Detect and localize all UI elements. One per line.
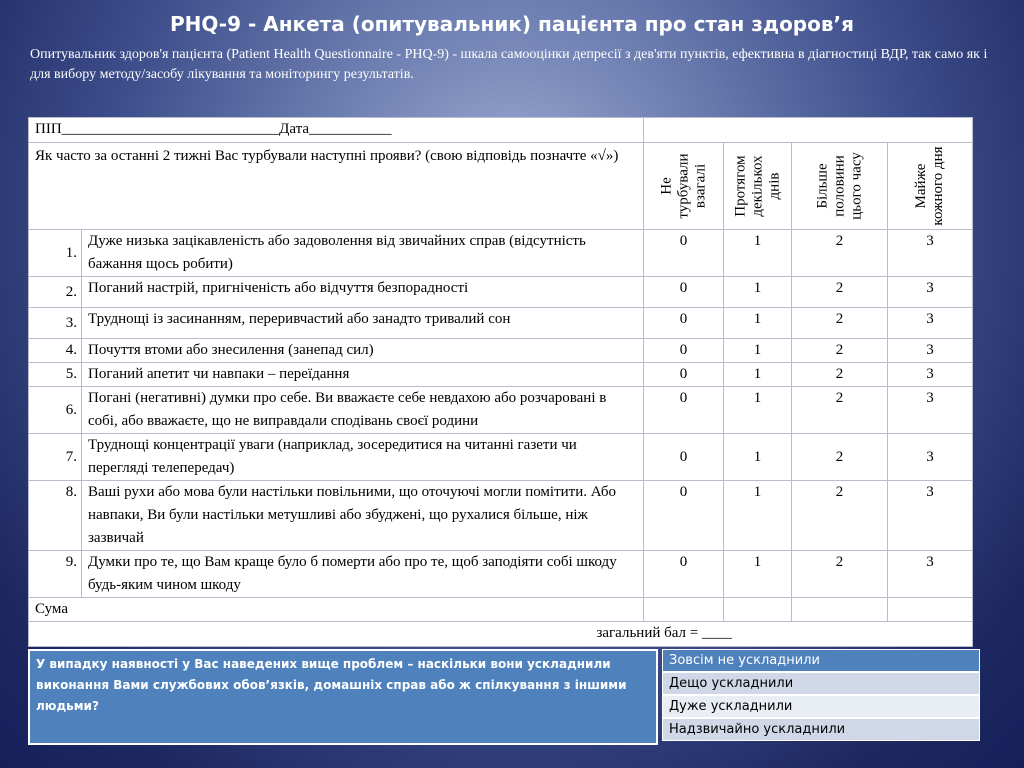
column-header-3 [888,143,973,230]
column-header-0 [644,143,724,230]
item-text: Дуже низька зацікавленість або задоволення від звичайних справ (відсутність бажання щось робити) [82,230,644,277]
score-cell[interactable]: 3 [888,481,973,551]
option-extremely-difficult[interactable]: Надзвичайно ускладнили [662,718,980,741]
column-header-label: Протягом декількох днів [732,155,782,217]
score-cell[interactable]: 1 [724,434,792,481]
score-cell[interactable]: 2 [792,387,888,434]
item-number: 8. [29,481,82,551]
item-number: 6. [29,387,82,434]
score-cell[interactable]: 2 [792,230,888,277]
subtitle: Опитувальник здоров'я пацієнта (Patient Health Questionnaire - PHQ-9) - шкала самооцінки депресії з дев'яти пунктів, ефективна в діагностиці ВДР, так само як і для вибору методу/засобу лікування та моніторингу результатів. [30,47,988,82]
item-number: 5. [29,363,82,387]
score-cell[interactable]: 2 [792,434,888,481]
column-header-2 [792,143,888,230]
score-cell[interactable]: 2 [792,339,888,363]
item-number: 7. [29,434,82,481]
score-cell[interactable]: 0 [644,387,724,434]
score-cell[interactable]: 1 [724,387,792,434]
sum-cell[interactable] [644,598,724,622]
table-row [29,363,973,387]
column-header-1 [724,143,792,230]
score-cell[interactable]: 3 [888,387,973,434]
score-cell[interactable]: 0 [644,434,724,481]
table-row [29,434,973,481]
item-text: Поганий настрій, пригніченість або відчуття безпорадності [82,277,644,308]
table-row [29,481,973,551]
item-number: 2. [29,277,82,308]
item-number: 9. [29,551,82,598]
option-very-difficult[interactable]: Дуже ускладнили [662,695,980,718]
table-row [29,387,973,434]
name-date-field[interactable]: ПІП_____________________________Дата___________ [29,118,644,143]
item-text: Почуття втоми або знесилення (занепад сил) [82,339,644,363]
column-header-label: Більше половини цього часу [814,152,864,220]
score-cell[interactable]: 1 [724,363,792,387]
item-number: 4. [29,339,82,363]
phq9-table [28,117,973,647]
item-text: Поганий апетит чи навпаки – переїдання [82,363,644,387]
score-cell[interactable]: 0 [644,230,724,277]
score-cell[interactable]: 2 [792,363,888,387]
table-row [29,551,973,598]
score-cell[interactable]: 1 [724,481,792,551]
table-row [29,339,973,363]
column-header-label: Не турбували взагалі [658,153,708,219]
score-cell[interactable]: 2 [792,308,888,339]
score-cell[interactable]: 3 [888,363,973,387]
table-row [29,230,973,277]
score-cell[interactable]: 1 [724,308,792,339]
score-cell[interactable]: 2 [792,277,888,308]
score-cell[interactable]: 1 [724,277,792,308]
score-cell[interactable]: 0 [644,339,724,363]
total-score[interactable]: загальний бал = ____ [29,622,973,647]
table-row [29,308,973,339]
score-cell[interactable]: 2 [792,551,888,598]
score-cell[interactable]: 2 [792,481,888,551]
score-cell[interactable]: 3 [888,551,973,598]
item-text: Погані (негативні) думки про себе. Ви вважаєте себе невдахою або розчаровані в собі, або вважаєте, що не виправдали сподівань своєї родини [82,387,644,434]
table-row [29,277,973,308]
difficulty-question: У випадку наявності у Вас наведених вище проблем – наскільки вони ускладнили виконання Вами службових обов’язків, домашніх справ або ж спілкування з іншими людьми? [28,649,658,745]
score-cell[interactable]: 1 [724,230,792,277]
item-text: Ваші рухи або мова були настільки повільними, що оточуючі могли помітити. Або навпаки, Ви були настільки метушливі або збуджені, що рухалися більше, ніж зазвичай [82,481,644,551]
score-cell[interactable]: 3 [888,308,973,339]
score-cell[interactable]: 3 [888,230,973,277]
item-number: 1. [29,230,82,277]
score-cell[interactable]: 3 [888,277,973,308]
score-cell[interactable]: 3 [888,434,973,481]
item-number: 3. [29,308,82,339]
score-cell[interactable]: 3 [888,339,973,363]
item-text: Думки про те, що Вам краще було б померти або про те, щоб заподіяти собі шкоду будь-яким чином шкоду [82,551,644,598]
question-prompt: Як часто за останні 2 тижні Вас турбували наступні прояви? (свою відповідь позначте «√») [29,143,644,230]
page-title: PHQ-9 - Анкета (опитувальник) пацієнта про стан здоров’я [170,12,854,36]
option-somewhat-difficult[interactable]: Дещо ускладнили [662,672,980,695]
sum-label: Сума [29,598,644,622]
item-text: Труднощі із засинанням, переривчастий або занадто тривалий сон [82,308,644,339]
score-cell[interactable]: 0 [644,481,724,551]
sum-cell[interactable] [888,598,973,622]
difficulty-options [662,649,980,741]
sum-cell[interactable] [792,598,888,622]
score-cell[interactable]: 0 [644,277,724,308]
column-header-label: Майже кожного дня [913,146,946,226]
header-blank [644,118,973,143]
item-text: Труднощі концентрації уваги (наприклад, зосередитися на читанні газети чи перегляді телепередач) [82,434,644,481]
score-cell[interactable]: 0 [644,363,724,387]
score-cell[interactable]: 1 [724,551,792,598]
sum-row [29,598,973,622]
score-cell[interactable]: 0 [644,308,724,339]
score-cell[interactable]: 1 [724,339,792,363]
score-cell[interactable]: 0 [644,551,724,598]
option-not-difficult[interactable]: Зовсім не ускладнили [662,649,980,672]
sum-cell[interactable] [724,598,792,622]
total-row [29,622,973,647]
